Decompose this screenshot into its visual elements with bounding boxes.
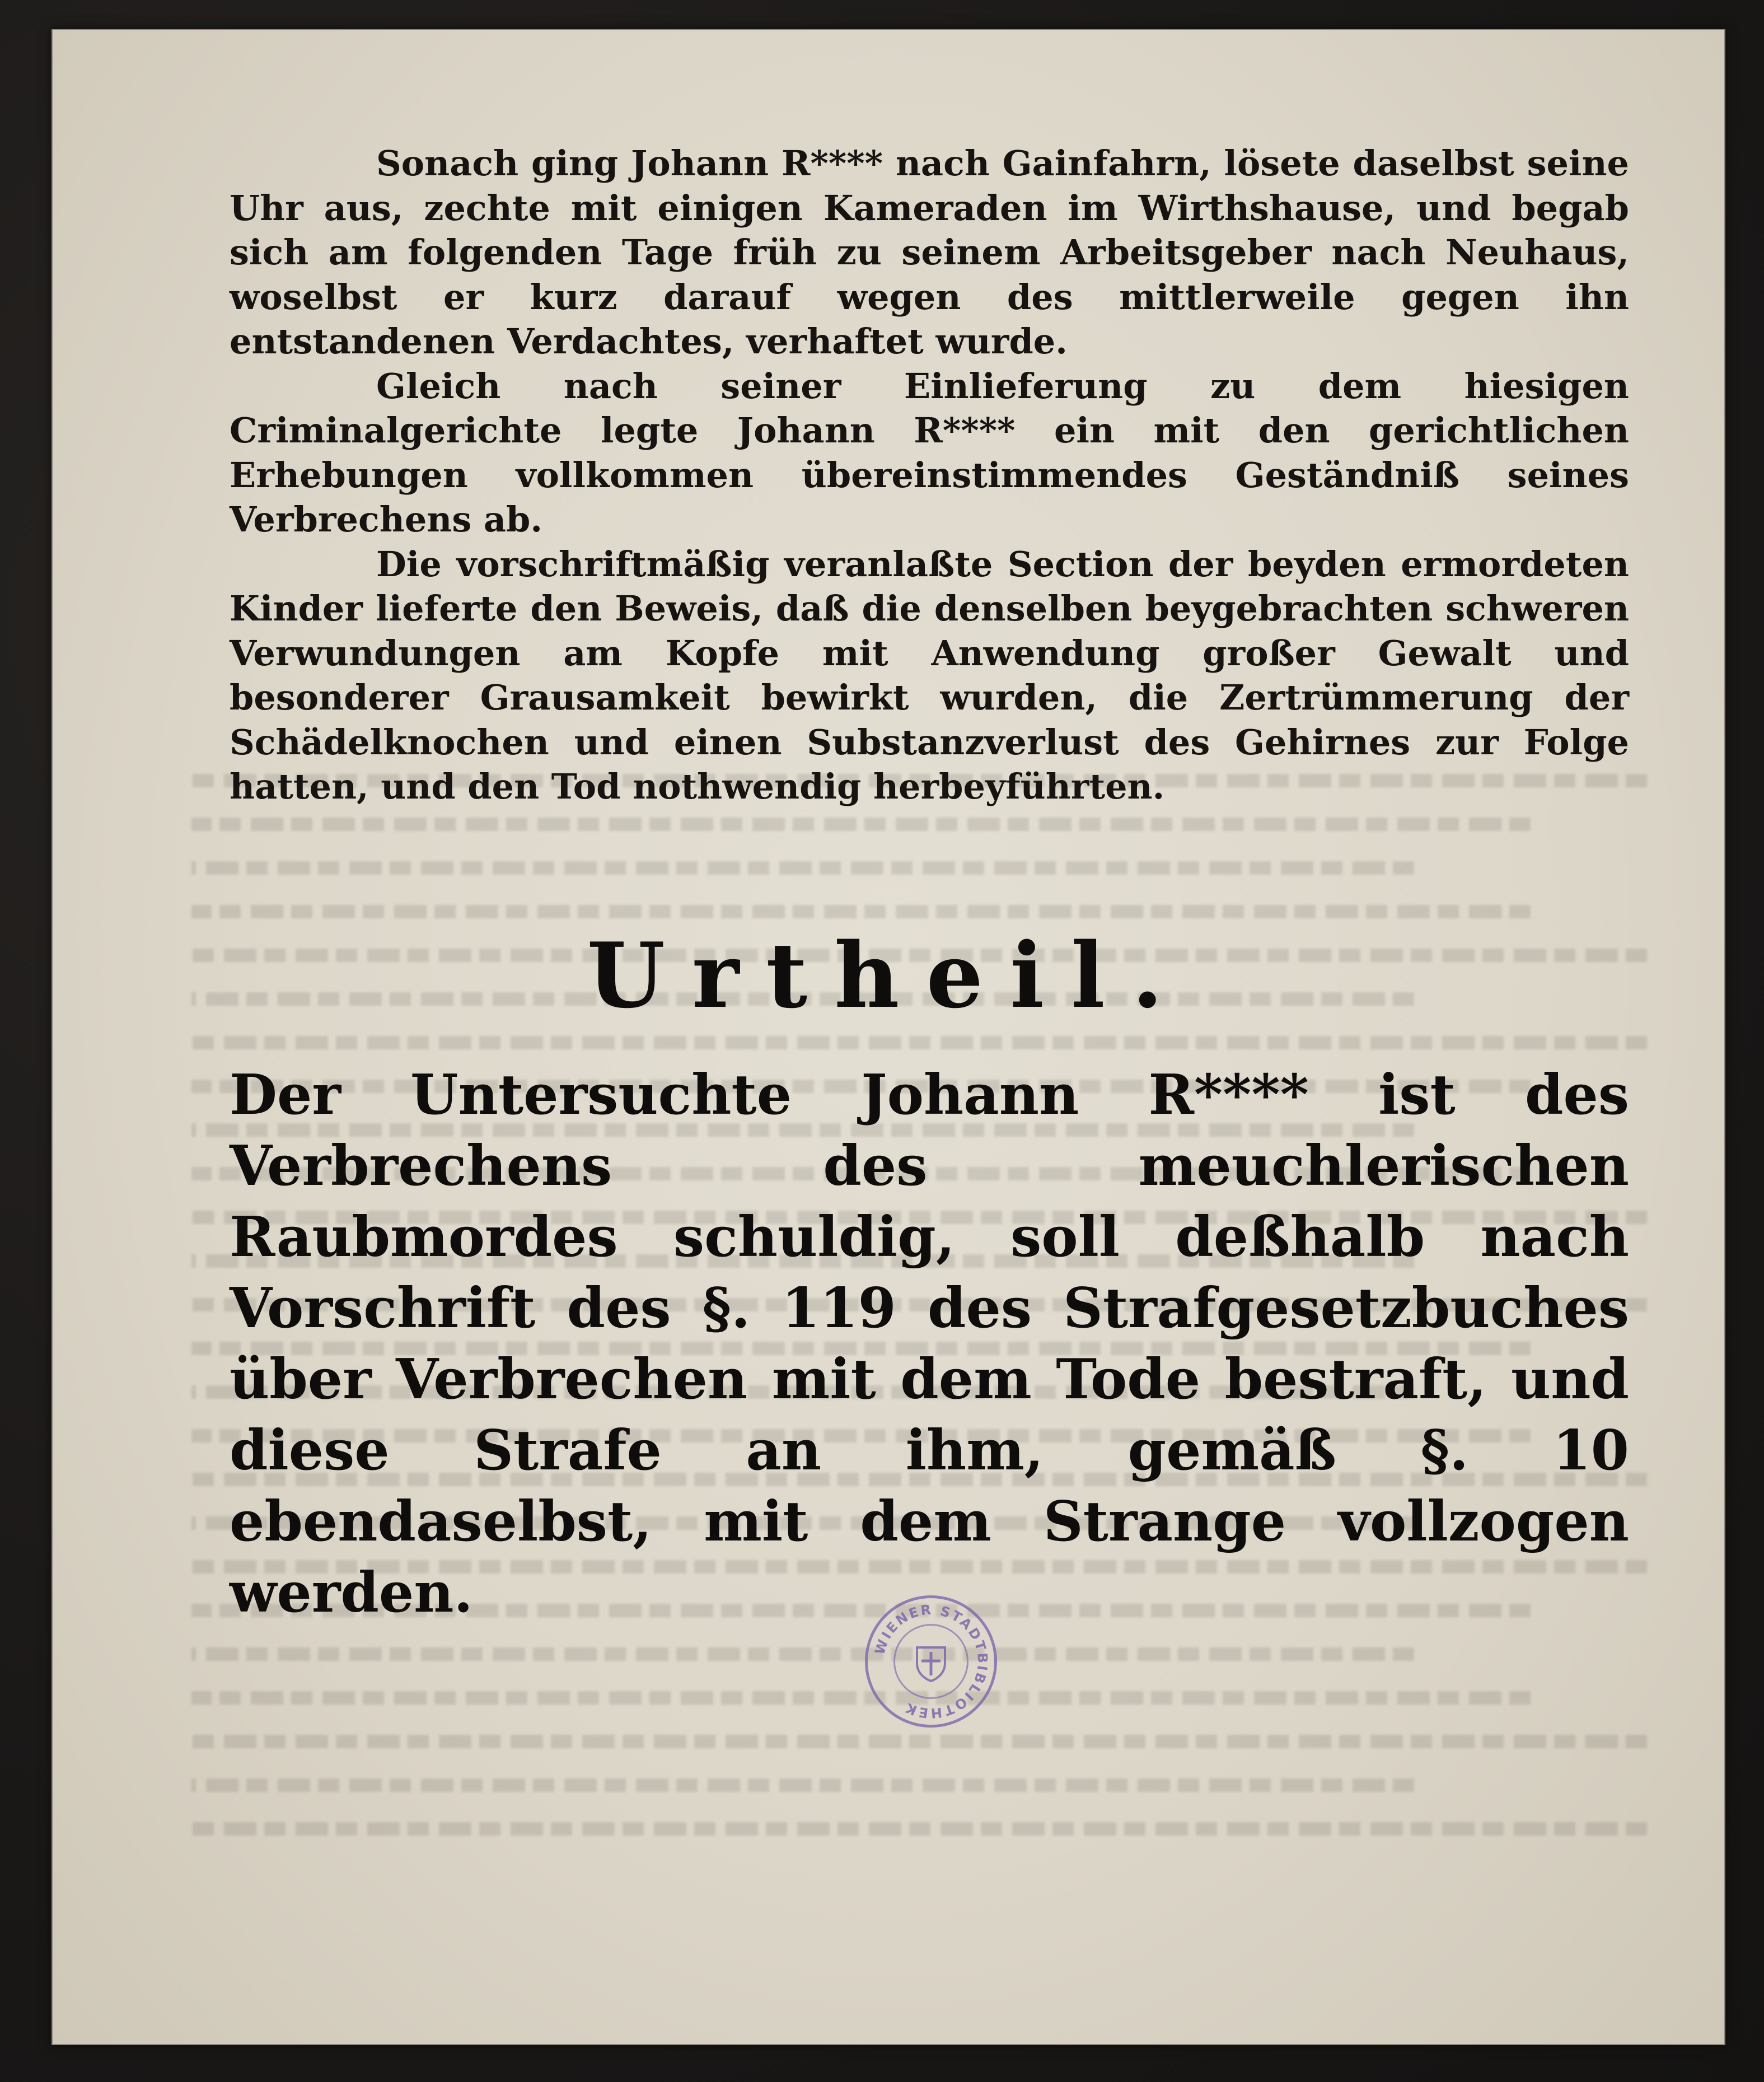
body-text — [230, 141, 1629, 809]
stamp-text: WIENER STADTBIBLIOTHEK — [872, 1602, 991, 1721]
document-page — [52, 29, 1725, 2045]
crest-icon — [913, 1644, 949, 1682]
verdict-text: Der Untersuchte Johann R**** ist des Verbrechens des meuchlerischen Raubmordes schuldig, soll deßhalb nach Vorschrift des §. 119 des Strafgesetzbuches über Verbrechen mit dem Tode bestraft, und diese Strafe an ihm, gemäß §. 10 ebendaselbst, mit dem Strange vollzogen werden. — [230, 1063, 1629, 1625]
verdict-heading: Urtheil. — [587, 923, 1190, 1028]
paragraph-arrest: Sonach ging Johann R**** nach Gainfahrn, lösete daselbst seine Uhr aus, zechte mit einigen Kameraden im Wirthshause, und begab sich am folgenden Tage früh zu seinem Arbeitsgeber nach Neuhaus, woselbst er kurz darauf wegen des mittlerweile gegen ihn entstandenen Verdachtes, verhaftet wurde. — [230, 143, 1629, 362]
paragraph-confession: Gleich nach seiner Einlieferung zu dem hiesigen Criminalgerichte legte Johann R**** ein mit den gerichtlichen Erhebungen vollkommen übereinstimmendes Geständniß seines Verbrechens ab. — [230, 365, 1629, 540]
paragraph-autopsy: Die vorschriftmäßig veranlaßte Section der beyden ermordeten Kinder lieferte den Beweis, daß die denselben beygebrachten schweren Verwundungen am Kopfe mit Anwendung großer Gewalt und besonderer Grausamkeit bewirkt wurden, die Zertrümmerung der Schädelknochen und einen Substanzverlust des Gehirnes zur Folge hatten, und den Tod nothwendig herbeyführten. — [230, 543, 1629, 807]
library-stamp — [865, 1595, 997, 1728]
